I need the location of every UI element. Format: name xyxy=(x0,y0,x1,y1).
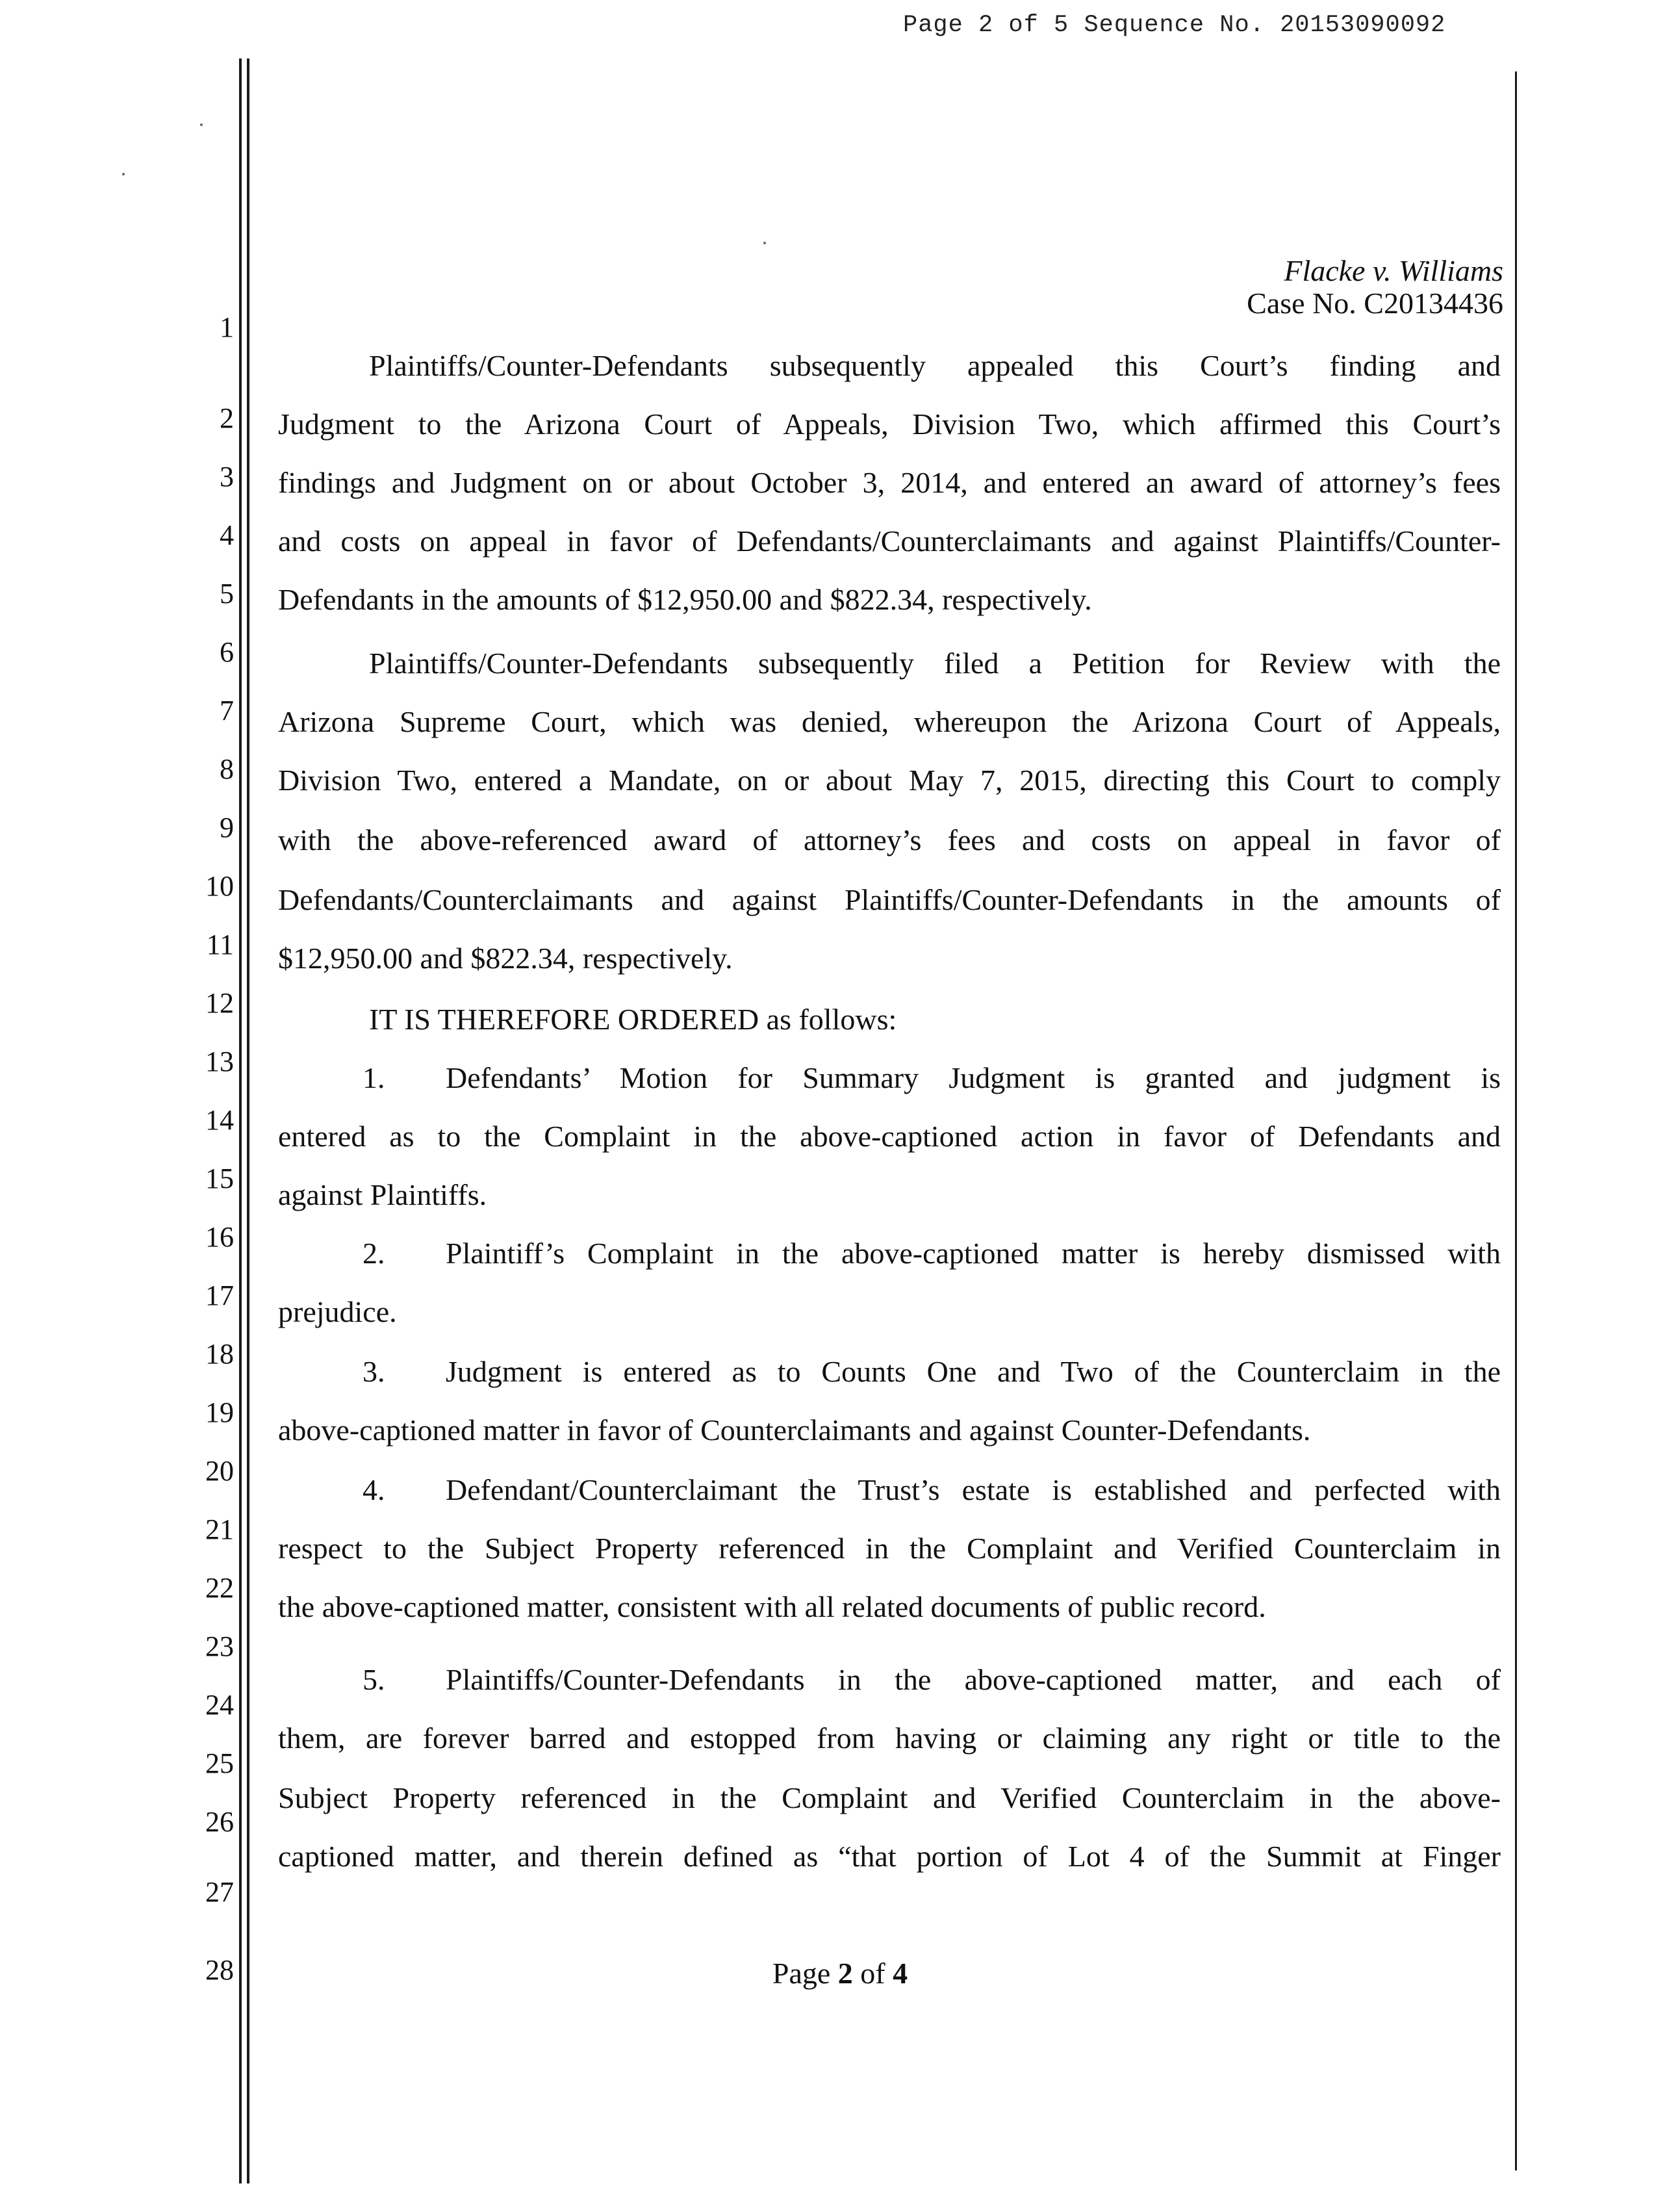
item-text: Defendant/Counterclaimant the Trust’s estate is established and perfected with xyxy=(446,1473,1501,1506)
item-text: Judgment is entered as to Counts One and Two of the Counterclaim in the xyxy=(446,1355,1501,1388)
order-item-3 xyxy=(363,1356,1501,1388)
line-number: 27 xyxy=(205,1876,234,1908)
line-number: 25 xyxy=(205,1747,234,1779)
scan-speck xyxy=(200,123,203,126)
line-number: 3 xyxy=(220,461,234,493)
body-line: Plaintiffs/Counter-Defendants subsequently filed a Petition for Review with the xyxy=(369,647,1501,680)
line-number: 28 xyxy=(205,1954,234,1986)
line-number: 15 xyxy=(205,1163,234,1194)
line-number: 10 xyxy=(205,870,234,902)
line-number: 20 xyxy=(205,1455,234,1487)
line-number: 17 xyxy=(205,1280,234,1311)
item-number: 4. xyxy=(363,1473,385,1506)
order-item-4 xyxy=(363,1474,1501,1506)
line-number: 16 xyxy=(205,1221,234,1253)
order-item-1 xyxy=(363,1062,1501,1094)
case-name: Flacke v. Williams xyxy=(1284,254,1503,287)
body-line: above-captioned matter in favor of Counterclaimants and against Counter-Defendants. xyxy=(278,1413,1311,1447)
footer-prefix: Page xyxy=(772,1957,838,1990)
order-heading: IT IS THEREFORE ORDERED as follows: xyxy=(369,1003,897,1036)
body-line: respect to the Subject Property referenced in the Complaint and Verified Counterclaim in xyxy=(278,1532,1501,1565)
body-line: with the above-referenced award of attorney’s fees and costs on appeal in favor of xyxy=(278,823,1501,856)
line-number: 26 xyxy=(205,1806,234,1838)
item-text: Defendants’ Motion for Summary Judgment is granted and judgment is xyxy=(446,1061,1501,1094)
scan-speck xyxy=(763,242,766,244)
body-line: findings and Judgment on or about October 3, 2014, and entered an award of attorney’s fees xyxy=(278,466,1501,499)
item-number: 3. xyxy=(363,1355,385,1388)
body-line: prejudice. xyxy=(278,1295,397,1328)
line-number: 19 xyxy=(205,1397,234,1428)
line-number: 13 xyxy=(205,1046,234,1077)
footer-current-page: 2 xyxy=(837,1957,853,1990)
item-text: Plaintiff’s Complaint in the above-captioned matter is hereby dismissed with xyxy=(446,1237,1501,1270)
body-line: Subject Property referenced in the Complaint and Verified Counterclaim in the above- xyxy=(278,1781,1501,1814)
scan-speck xyxy=(122,173,125,175)
case-number: Case No. C20134436 xyxy=(1247,287,1503,320)
order-item-2 xyxy=(363,1237,1501,1270)
page-footer xyxy=(0,1956,1680,1990)
line-number: 21 xyxy=(205,1513,234,1545)
footer-total-pages: 4 xyxy=(893,1957,908,1990)
body-line: entered as to the Complaint in the above-captioned action in favor of Defendants and xyxy=(278,1120,1501,1153)
body-line: against Plaintiffs. xyxy=(278,1178,487,1211)
line-number: 12 xyxy=(205,987,234,1019)
body-line: Defendants in the amounts of $12,950.00 and $822.34, respectively. xyxy=(278,583,1092,616)
left-margin-rule-inner xyxy=(247,58,249,2183)
line-number: 14 xyxy=(205,1104,234,1136)
line-number: 9 xyxy=(220,812,234,843)
body-line: and costs on appeal in favor of Defendants/Counterclaimants and against Plaintiffs/Counter- xyxy=(278,524,1501,558)
line-number: 4 xyxy=(220,519,234,551)
line-number: 2 xyxy=(220,402,234,434)
body-line: Plaintiffs/Counter-Defendants subsequently appealed this Court’s finding and xyxy=(369,349,1501,382)
left-margin-rule-outer xyxy=(239,58,242,2183)
body-line: $12,950.00 and $822.34, respectively. xyxy=(278,942,733,975)
right-margin-rule xyxy=(1515,71,1517,2170)
item-text: Plaintiffs/Counter-Defendants in the above-captioned matter, and each of xyxy=(446,1663,1501,1696)
line-number: 5 xyxy=(220,578,234,610)
line-number: 11 xyxy=(206,929,234,960)
body-line: the above-captioned matter, consistent with all related documents of public record. xyxy=(278,1590,1266,1623)
line-number: 24 xyxy=(205,1689,234,1721)
line-number: 18 xyxy=(205,1338,234,1370)
order-item-5 xyxy=(363,1664,1501,1696)
body-line: Arizona Supreme Court, which was denied, whereupon the Arizona Court of Appeals, xyxy=(278,705,1501,738)
item-number: 2. xyxy=(363,1237,385,1270)
body-line: them, are forever barred and estopped from having or claiming any right or title to the xyxy=(278,1721,1501,1755)
line-number: 1 xyxy=(220,311,234,343)
body-line: Division Two, entered a Mandate, on or about May 7, 2015, directing this Court to comply xyxy=(278,764,1501,797)
line-number: 23 xyxy=(205,1630,234,1662)
footer-middle: of xyxy=(852,1957,893,1990)
case-caption xyxy=(1247,255,1503,320)
item-number: 5. xyxy=(363,1663,385,1696)
body-line: Judgment to the Arizona Court of Appeals, Division Two, which affirmed this Court’s xyxy=(278,407,1501,441)
body-line: captioned matter, and therein defined as “that portion of Lot 4 of the Summit at Finger xyxy=(278,1840,1501,1873)
line-number: 7 xyxy=(220,695,234,727)
line-number: 22 xyxy=(205,1572,234,1604)
body-line: Defendants/Counterclaimants and against Plaintiffs/Counter-Defendants in the amounts of xyxy=(278,883,1501,916)
line-number: 6 xyxy=(220,636,234,668)
line-number: 8 xyxy=(220,753,234,785)
header-sequence-stamp: Page 2 of 5 Sequence No. 20153090092 xyxy=(903,12,1446,39)
item-number: 1. xyxy=(363,1061,385,1094)
